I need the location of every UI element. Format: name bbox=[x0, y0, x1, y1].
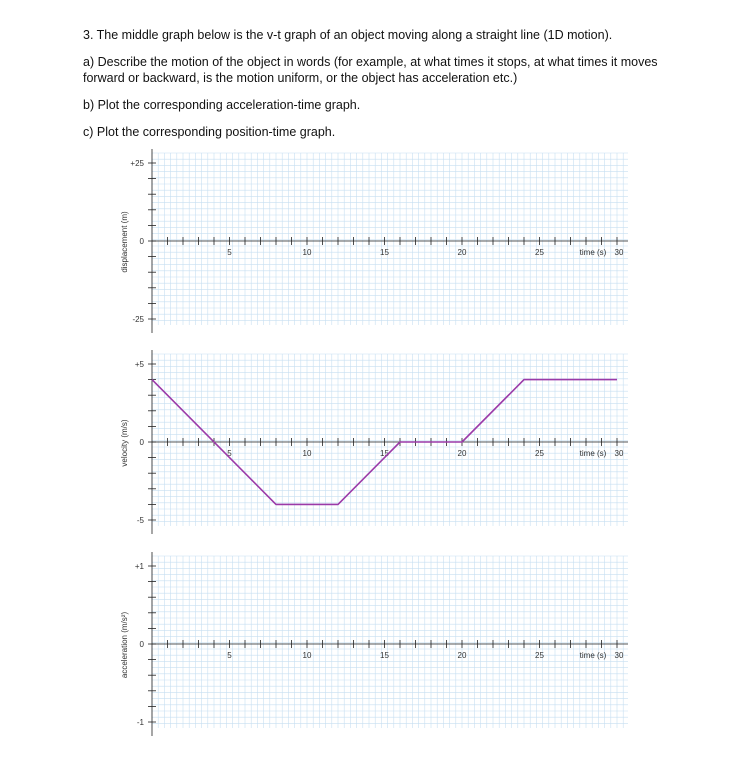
x-tick-label: 10 bbox=[302, 248, 312, 257]
question-part-a: a) Describe the motion of the object in words (for example, at what times it stops, at what times it moves forward or backward, is the motion uniform, or the object has acceleration etc.) bbox=[83, 55, 658, 85]
x-tick-label: 15 bbox=[380, 651, 389, 660]
x-tick-label: 5 bbox=[227, 449, 232, 458]
grid-lines bbox=[152, 153, 628, 325]
x-tick-label: 20 bbox=[457, 248, 467, 257]
x-tick-label: 25 bbox=[535, 449, 544, 458]
x-tick-label: 30 bbox=[614, 651, 624, 660]
x-tick-label: 10 bbox=[302, 651, 312, 660]
x-tick-label: 10 bbox=[302, 449, 312, 458]
y-tick-zero: 0 bbox=[139, 237, 144, 246]
question-part-b: b) Plot the corresponding acceleration-time graph. bbox=[83, 98, 361, 112]
x-axis-label: time (s) bbox=[579, 651, 607, 660]
y-tick-zero: 0 bbox=[139, 640, 144, 649]
y-axis-label: acceleration (m/s²) bbox=[120, 611, 129, 679]
question-part-c: c) Plot the corresponding position-time graph. bbox=[83, 125, 336, 139]
x-tick-label: 15 bbox=[380, 449, 389, 458]
acceleration-time-graph bbox=[0, 548, 750, 743]
x-axis-label: time (s) bbox=[579, 449, 607, 458]
x-tick-label: 20 bbox=[457, 651, 467, 660]
question-title: 3. The middle graph below is the v-t graph of an object moving along a straight line (1D motion). bbox=[83, 28, 613, 42]
x-tick-label: 20 bbox=[457, 449, 467, 458]
y-axis-label: velocity (m/s) bbox=[120, 419, 129, 467]
x-axis-label: time (s) bbox=[579, 248, 607, 257]
y-tick-top: +5 bbox=[134, 360, 144, 369]
velocity-time-graph bbox=[0, 346, 750, 541]
y-tick-zero: 0 bbox=[139, 438, 144, 447]
displacement-time-graph bbox=[0, 145, 750, 340]
y-axis-label: displacement (m) bbox=[120, 211, 129, 273]
x-tick-label: 25 bbox=[535, 651, 544, 660]
x-tick-label: 5 bbox=[227, 248, 232, 257]
x-tick-label: 25 bbox=[535, 248, 544, 257]
x-tick-label: 5 bbox=[227, 651, 232, 660]
grid-lines bbox=[152, 556, 628, 728]
y-tick-top: +1 bbox=[134, 562, 144, 571]
x-tick-label: 15 bbox=[380, 248, 389, 257]
y-tick-top: +25 bbox=[130, 159, 144, 168]
y-tick-bottom: -25 bbox=[132, 315, 144, 324]
x-tick-label: 30 bbox=[614, 449, 624, 458]
y-tick-bottom: -5 bbox=[136, 516, 144, 525]
y-tick-bottom: -1 bbox=[136, 718, 144, 727]
x-tick-label: 30 bbox=[614, 248, 624, 257]
